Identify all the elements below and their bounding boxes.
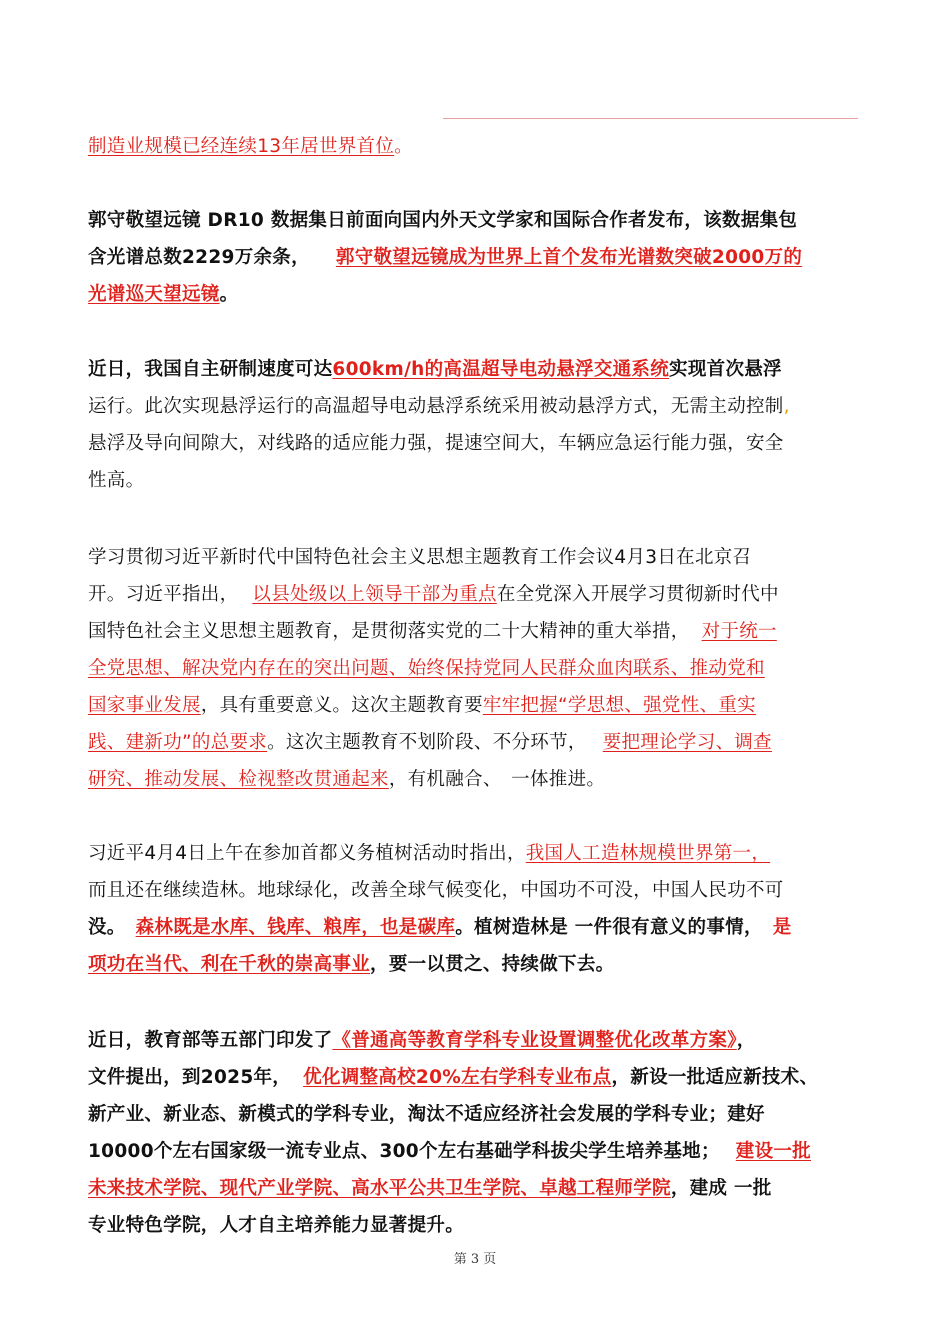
highlight-text: 未来技术学院、现代产业学院、高水平公共卫生学院、卓越工程师学院 <box>88 1178 671 1199</box>
highlight-text: 国家事业发展 <box>88 695 201 716</box>
highlight-text: 践、建新功”的总要求 <box>88 732 268 753</box>
text-line: 学习贯彻习近平新时代中国特色社会主义思想主题教育工作会议4月3日在北京召 <box>88 547 752 568</box>
highlight-text: 牢牢把握“学思想、强党性、重实 <box>482 695 756 716</box>
highlight-text: 郭守敬望远镜成为世界上首个发布光谱数突破2000万的 <box>335 247 803 268</box>
text-line: 性高。 <box>88 470 145 491</box>
highlight-text: 全党思想、解决党内存在的突出问题、始终保持党同人民群众血肉联系、推动党和 <box>88 658 765 679</box>
text-line: 专业特色学院，人才自主培养能力显著提升。 <box>88 1215 465 1236</box>
highlight-text: 建设一批 <box>735 1141 811 1162</box>
highlight-text: 要把理论学习、调查 <box>602 732 772 753</box>
highlight-text: 光谱巡天望远镜 <box>88 284 220 305</box>
highlight-text: 研究、推动发展、检视整改贯通起来 <box>88 769 389 790</box>
text-line: 悬浮及导向间隙大，对线路的适应能力强，提速空间大，车辆应急运行能力强，安全 <box>88 433 784 454</box>
text-line: 新产业、新业态、新模式的学科专业，淘汰不适应经济社会发展的学科专业；建好 <box>88 1104 765 1125</box>
paragraph-maglev: 近日，我国自主研制速度可达600km/h的高温超导电动悬浮交通系统实现首次悬浮 运行。此次实现悬浮运行的高温超导电动悬浮系统采用被动悬浮方式，无需主动控制, 悬浮及导向间隙大，对线路的适应能力强，提速空间大，车辆应急运行能力强，安全 性高。 <box>88 351 858 499</box>
paragraph-tree-planting: 习近平4月4日上午在参加首都义务植树活动时指出，我国人工造林规模世界第一， 而且还在继续造林。地球绿化，改善全球气候变化，中国功不可没，中国人民功不可 没。 森林既是水库、钱库、粮库，也是碳库。植树造林是 一件很有意义的事情， 是 项功在当代、利在千秋的崇高事业，要一以贯之、持续做下去。 <box>88 835 858 983</box>
highlight-text: 以县处级以上领导干部为重点 <box>252 584 497 605</box>
paragraph-telescope: 郭守敬望远镜 DR10 数据集日前面向国内外天文学家和国际合作者发布，该数据集包 含光谱总数2229万余条， 郭守敬望远镜成为世界上首个发布光谱数突破2000万的 光谱巡天望远镜。 <box>88 202 858 313</box>
highlight-text: 森林既是水库、钱库、粮库，也是碳库 <box>135 917 456 938</box>
top-divider <box>443 118 858 119</box>
text-line: 而且还在继续造林。地球绿化，改善全球气候变化，中国功不可没，中国人民功不可 <box>88 880 784 901</box>
highlight-text: 优化调整高校20%左右学科专业布点 <box>303 1067 612 1088</box>
paragraph-theme-education: 学习贯彻习近平新时代中国特色社会主义思想主题教育工作会议4月3日在北京召 开。习近平指出， 以县处级以上领导干部为重点在全党深入开展学习贯彻新时代中 国特色社会主义思想主题教育，是贯彻落实党的二十大精神的重大举措， 对于统一 全党思想、解决党内存在的突出问题、始终保持党同人民群众血肉联系、推动党和 国家事业发展，具有重要意义。这次主题教育要牢牢把握“学思想、强党性、重实 践、建新功”的总要求。这次主题教育不划阶段、不分环节， 要把理论学习、调查 研究、推动发展、检视整改贯通起来，有机融合、 一体推进。 <box>88 539 858 798</box>
text-line: 郭守敬望远镜 DR10 数据集日前面向国内外天文学家和国际合作者发布，该数据集包 <box>88 210 798 231</box>
highlight-text: 对于统一 <box>701 621 777 642</box>
highlight-text: 600km/h的高温超导电动悬浮交通系统 <box>332 359 670 380</box>
highlight-text: 制造业规模已经连续13年居世界首位 <box>88 136 395 157</box>
paragraph-education-reform: 近日，教育部等五部门印发了《普通高等教育学科专业设置调整优化改革方案》， 文件提出，到2025年， 优化调整高校20%左右学科专业布点，新设一批适应新技术、 新产业、新业态、新模式的学科专业，淘汰不适应经济社会发展的学科专业；建好 10000个左右国家级一流专业点、300个左右基础学科拔尖学生培养基地； 建设一批 未来技术学院、现代产业学院、高水平公共卫生学院、卓越工程师学院，建成 一批 专业特色学院，人才自主培养能力显著提升。 <box>88 1022 858 1244</box>
highlight-text: 《普通高等教育学科专业设置调整优化改革方案》 <box>332 1030 737 1051</box>
highlight-text: 项功在当代、利在千秋的崇高事业 <box>88 954 371 975</box>
paragraph-manufacturing: 制造业规模已经连续13年居世界首位。 <box>88 136 413 157</box>
highlight-text: 我国人工造林规模世界第一， <box>525 843 771 864</box>
page-number: 第 3 页 <box>453 1252 497 1267</box>
